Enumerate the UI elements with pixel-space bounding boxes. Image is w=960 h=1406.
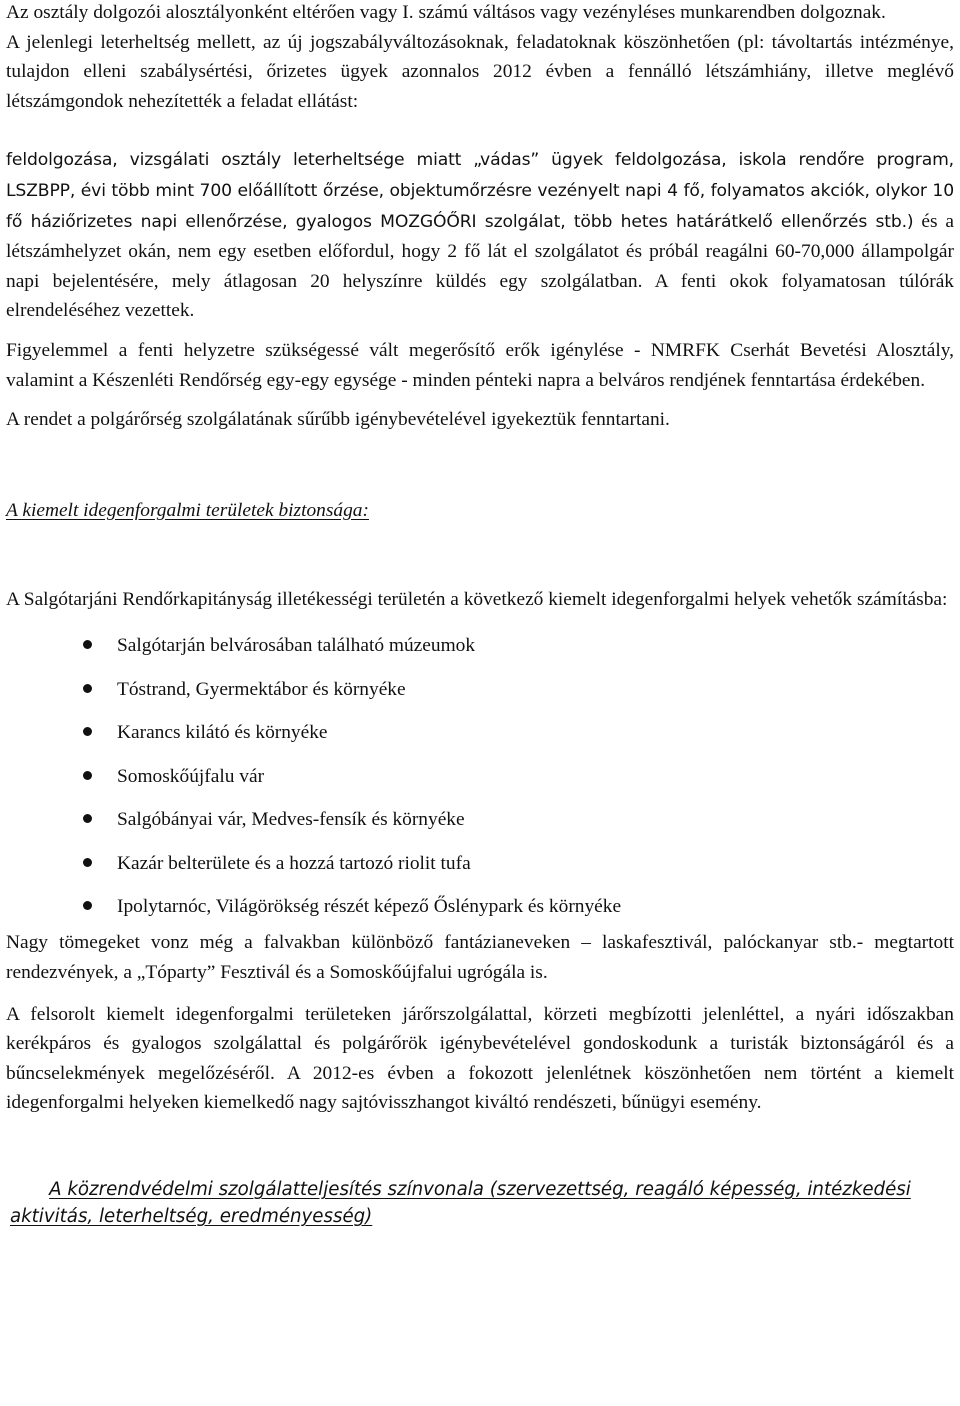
- list-item: Salgótarján belvárosában található múzeumok: [6, 631, 954, 675]
- paragraph-workload: A jelenlegi leterheltség mellett, az új jogszabályváltozásoknak, feladatoknak köszönhetően (pl: távoltartás intézménye, tulajdon elleni szabálysértési, őrizetes ügyek azonnalos 2012 évben a fennálló létszámhiány, illetve meglévő létszámgondok nehezítették a feladat ellátást:: [6, 31, 954, 112]
- paragraph-work-schedule: Az osztály dolgozói alosztályonként eltérően vagy I. számú váltásos vagy vezényléses munkarendben dolgoznak.: [6, 2, 886, 23]
- bullet-icon: [83, 771, 92, 780]
- paragraph-workload-details-serif: és a létszámhelyzet okán, nem egy esetben előfordul, hogy 2 fő lát el szolgálatot és próbál reagálni 60-70,000 állampolgár napi bejelentésére, mely átlagosan 20 helyszínre küldés egy szolgálatban. A fenti okok folyamatosan túlórák elrendeléséhez vezettek.: [6, 210, 954, 322]
- bullet-icon: [83, 858, 92, 867]
- section-heading-public-order-service: A közrendvédelmi szolgálatteljesítés színvonala (szervezettség, reagáló képesség, intézkedési aktivitás, leterheltség, eredményesség): [10, 1179, 911, 1228]
- paragraph-village-events: Nagy tömegeket vonz még a falvakban különböző fantázianeveken – laskafesztivál, palóckanyar stb.- megtartott rendezvények, a „Tóparty” Fesztivál és a Somoskőújfalui ugrógála is.: [6, 932, 954, 984]
- paragraph-reinforcement: Figyelemmel a fenti helyzetre szükségessé vált megerősítő erők igénylése - NMRFK Cserhát Bevetési Alosztály, valamint a Készenléti Rendőrség egy-egy egysége - minden pénteki napra a belváros rendjének fenntartása érdekében.: [6, 339, 954, 391]
- list-item: Somoskőújfalu vár: [6, 762, 954, 806]
- list-item: Salgóbányai vár, Medves-fensík és környéke: [6, 805, 954, 849]
- list-item: Ipolytarnóc, Világörökség részét képező Őslénypark és környéke: [6, 892, 954, 928]
- paragraph-workload-details: [6, 145, 954, 326]
- paragraph-civil-guard: A rendet a polgárőrség szolgálatának sűrűbb igénybevételével igyekeztük fenntartani.: [6, 409, 670, 431]
- section-heading-tourist-areas: A kiemelt idegenforgalmi területek biztonsága:: [6, 499, 369, 521]
- paragraph-patrol-measures: A felsorolt kiemelt idegenforgalmi területeken járőrszolgálattal, körzeti megbízotti jelenléttel, a nyári időszakban kerékpáros és gyalogos szolgálattal és polgárőrök igénybevételével gondoskodunk a turisták biztonságáról és a bűncselekmények megelőzéséről. A 2012-es évben a fokozott jelenlétnek köszönhetően nem történt a kiemelt idegenforgalmi helyeken kiemelkedő nagy sajtóvisszhangot kiváltó rendészeti, bűnügyi esemény.: [6, 1003, 954, 1114]
- paragraph-tourist-areas-intro: A Salgótarjáni Rendőrkapitányság illetékességi területén a következő kiemelt idegenforgalmi helyek vehetők számításba:: [6, 589, 948, 611]
- bullet-icon: [83, 640, 92, 649]
- list-item: Tóstrand, Gyermektábor és környéke: [6, 675, 954, 719]
- list-item: Karancs kilátó és környéke: [6, 718, 954, 762]
- paragraph-workload-details-sans: feldolgozása, vizsgálati osztály leterheltsége miatt „vádas” ügyek feldolgozása, iskola rendőre program, LSZBPP, évi több mint 700 előállított őrzése, objektumőrzésre vezényelt napi 4 fő, folyamatos akciók, olykor 10 fő háziőrizetes napi ellenőrzése, gyalogos MOZGÓŐRI szolgálat, több hetes határátkelő ellenőrzés stb.): [6, 150, 954, 232]
- tourist-areas-list: [6, 631, 954, 929]
- bullet-icon: [83, 727, 92, 736]
- bullet-icon: [83, 814, 92, 823]
- list-item: Kazár belterülete és a hozzá tartozó riolit tufa: [6, 849, 954, 893]
- bullet-icon: [83, 684, 92, 693]
- bullet-icon: [83, 901, 92, 910]
